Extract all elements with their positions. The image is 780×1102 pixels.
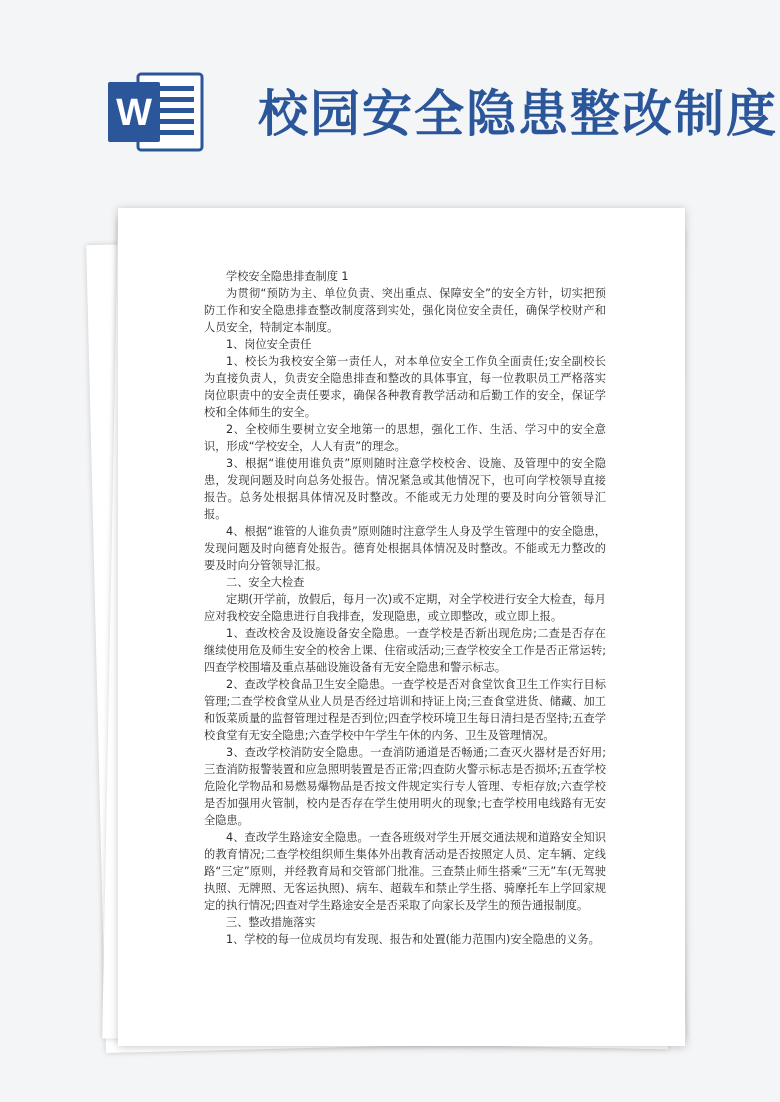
- doc-section-heading: 1、岗位安全责任: [226, 338, 312, 351]
- doc-paragraph: 2、查改学校食品卫生安全隐患。一查学校是否对食堂饮食卫生工作实行目标管理;二查学校食堂从业人员是否经过培训和持证上岗;三查食堂进货、储藏、加工和饭菜质量的监督管理过程是否到位;四查学校环境卫生每日清扫是否坚持;五查学校食堂有无安全隐患;六查学校中午学生午休的内务、卫生及管理情况。: [204, 678, 606, 742]
- doc-paragraph: 1、查改校舍及设施设备安全隐患。一查学校是否新出现危房;二查是否存在继续使用危及师生安全的校舍上课、住宿或活动;三查学校安全工作是否正常运转;四查学校围墙及重点基础设施设备有无安全隐患和警示标志。: [204, 627, 606, 674]
- doc-paragraph: 4、根据“谁管的人谁负责”原则随时注意学生人身及学生管理中的安全隐患，发现问题及时向德育处报告。德育处根据具体情况及时整改。不能或无力整改的要及时向分管领导汇报。: [204, 525, 606, 572]
- doc-paragraph: 3、查改学校消防安全隐患。一查消防通道是否畅通;二查灭火器材是否好用;三查消防报警装置和应急照明装置是否正常;四查防火警示标志是否损坏;五查学校危险化学物品和易燃易爆物品是否按文件规定实行专人管理、专柜存放;六查学校是否加强用火管制，校内是否存在学生使用明火的现象;七查学校用电线路有无安全隐患。: [204, 746, 606, 827]
- svg-text:W: W: [116, 92, 152, 134]
- doc-paragraph: 3、根据“谁使用谁负责”原则随时注意学校校舍、设施、及管理中的安全隐患，发现问题及时向总务处报告。情况紧急或其他情况下，也可向学校领导直接报告。总务处根据具体情况及时整改。不能或无力处理的要及时向分管领导汇报。: [204, 457, 606, 521]
- doc-section-heading: 三、整改措施落实: [226, 916, 316, 929]
- page-title: 校园安全隐患整改制度: [258, 84, 778, 143]
- doc-paragraph: 1、校长为我校安全第一责任人，对本单位安全工作负全面责任;安全副校长为直接负责人，负责安全隐患排查和整改的具体事宜，每一位教职员工严格落实岗位职责中的安全责任要求，确保各种教育教学活动和后勤工作的安全，保证学校和全体师生的安全。: [204, 355, 606, 419]
- document-body: [204, 268, 606, 948]
- doc-paragraph: 为贯彻“预防为主、单位负责、突出重点、保障安全”的安全方针，切实把预防工作和安全隐患排查整改制度落到实处，强化岗位安全责任，确保学校财产和人员安全，特制定本制度。: [204, 287, 606, 334]
- doc-paragraph: 4、查改学生路途安全隐患。一查各班级对学生开展交通法规和道路安全知识的教育情况;二查学校组织师生集体外出教育活动是否按照定人员、定车辆、定线路“三定”原则，并经教育局和交管部门批准。三查禁止师生搭乘“三无”车(无驾驶执照、无牌照、无客运执照)、病车、超载车和禁止学生搭、骑摩托车上学回家规定的执行情况;四查对学生路途安全是否采取了向家长及学生的预告通报制度。: [204, 831, 606, 912]
- document-page: [118, 208, 685, 1046]
- word-document-icon: [108, 68, 208, 156]
- doc-section-heading: 二、安全大检查: [226, 576, 305, 589]
- doc-paragraph: 定期(开学前，放假后，每月一次)或不定期，对全学校进行安全大检查，每月应对我校安全隐患进行自我排查，发现隐患，或立即整改，或立即上报。: [204, 593, 606, 623]
- doc-heading: 学校安全隐患排查制度 1: [226, 270, 349, 283]
- header-banner: [0, 0, 780, 190]
- doc-paragraph: 2、全校师生要树立安全地第一的思想，强化工作、生活、学习中的安全意识，形成“学校安全，人人有责”的理念。: [204, 423, 606, 453]
- doc-paragraph: 1、学校的每一位成员均有发现、报告和处置(能力范围内)安全隐患的义务。: [226, 933, 600, 946]
